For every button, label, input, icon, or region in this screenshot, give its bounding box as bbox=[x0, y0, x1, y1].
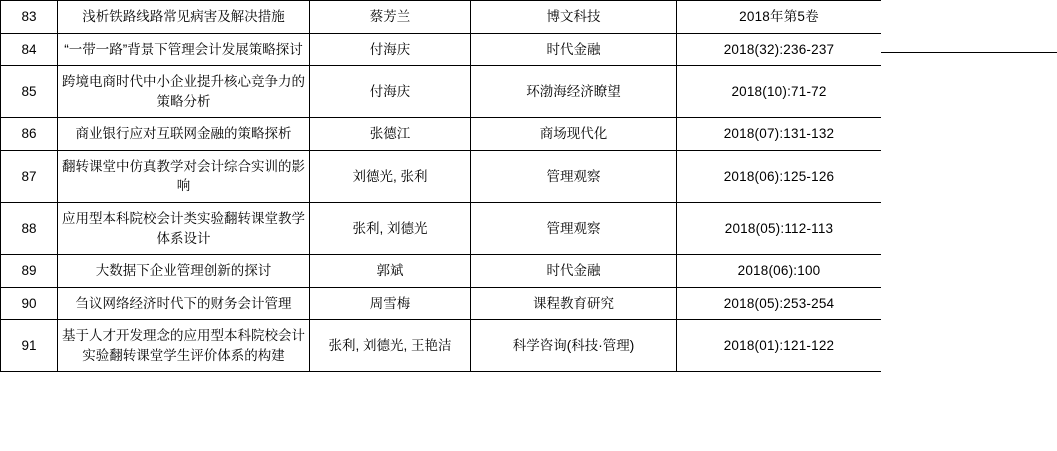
cell-author: 张德江 bbox=[310, 118, 471, 151]
table-row bbox=[1, 66, 882, 118]
cell-index: 87 bbox=[1, 150, 58, 202]
cell-index: 88 bbox=[1, 202, 58, 254]
cell-issue: 2018年第5卷 bbox=[677, 1, 882, 34]
cell-title: 基于人才开发理念的应用型本科院校会计实验翻转课堂学生评价体系的构建 bbox=[58, 320, 310, 372]
cell-publication: 科学咨询(科技·管理) bbox=[471, 320, 677, 372]
cell-author: 郭斌 bbox=[310, 255, 471, 288]
cell-title: 刍议网络经济时代下的财务会计管理 bbox=[58, 287, 310, 320]
cell-author: 付海庆 bbox=[310, 66, 471, 118]
table-row bbox=[1, 1, 882, 34]
table-row bbox=[1, 320, 882, 372]
cell-title: 浅析铁路线路常见病害及解决措施 bbox=[58, 1, 310, 34]
table-row bbox=[1, 150, 882, 202]
cell-issue: 2018(06):100 bbox=[677, 255, 882, 288]
cell-index: 83 bbox=[1, 1, 58, 34]
cell-publication: 管理观察 bbox=[471, 202, 677, 254]
cell-issue: 2018(06):125-126 bbox=[677, 150, 882, 202]
cell-publication: 时代金融 bbox=[471, 33, 677, 66]
cell-issue: 2018(07):131-132 bbox=[677, 118, 882, 151]
cell-index: 84 bbox=[1, 33, 58, 66]
cell-title: 翻转课堂中仿真教学对会计综合实训的影响 bbox=[58, 150, 310, 202]
cell-issue: 2018(01):121-122 bbox=[677, 320, 882, 372]
cell-author: 付海庆 bbox=[310, 33, 471, 66]
cell-index: 91 bbox=[1, 320, 58, 372]
cell-index: 89 bbox=[1, 255, 58, 288]
cell-issue: 2018(05):253-254 bbox=[677, 287, 882, 320]
cell-index: 85 bbox=[1, 66, 58, 118]
cell-issue: 2018(32):236-237 bbox=[677, 33, 882, 66]
cell-publication: 时代金融 bbox=[471, 255, 677, 288]
cell-publication: 博文科技 bbox=[471, 1, 677, 34]
table-body bbox=[1, 1, 882, 372]
table-row bbox=[1, 33, 882, 66]
cell-author: 张利, 刘德光 bbox=[310, 202, 471, 254]
cell-title: 商业银行应对互联网金融的策略探析 bbox=[58, 118, 310, 151]
cell-index: 90 bbox=[1, 287, 58, 320]
cell-publication: 管理观察 bbox=[471, 150, 677, 202]
cell-publication: 课程教育研究 bbox=[471, 287, 677, 320]
cell-title: 大数据下企业管理创新的探讨 bbox=[58, 255, 310, 288]
cell-title: 跨境电商时代中小企业提升核心竞争力的策略分析 bbox=[58, 66, 310, 118]
cell-author: 蔡芳兰 bbox=[310, 1, 471, 34]
cell-publication: 环渤海经济瞭望 bbox=[471, 66, 677, 118]
cell-index: 86 bbox=[1, 118, 58, 151]
cell-issue: 2018(10):71-72 bbox=[677, 66, 882, 118]
cell-issue: 2018(05):112-113 bbox=[677, 202, 882, 254]
cell-author: 周雪梅 bbox=[310, 287, 471, 320]
cell-title: 应用型本科院校会计类实验翻转课堂教学体系设计 bbox=[58, 202, 310, 254]
table-row bbox=[1, 202, 882, 254]
margin-rule bbox=[881, 52, 1057, 53]
cell-author: 张利, 刘德光, 王艳洁 bbox=[310, 320, 471, 372]
cell-publication: 商场现代化 bbox=[471, 118, 677, 151]
cell-title: “一带一路”背景下管理会计发展策略探讨 bbox=[58, 33, 310, 66]
cell-author: 刘德光, 张利 bbox=[310, 150, 471, 202]
table-row bbox=[1, 255, 882, 288]
table-row bbox=[1, 118, 882, 151]
table-row bbox=[1, 287, 882, 320]
page-margin-area bbox=[881, 0, 1057, 451]
